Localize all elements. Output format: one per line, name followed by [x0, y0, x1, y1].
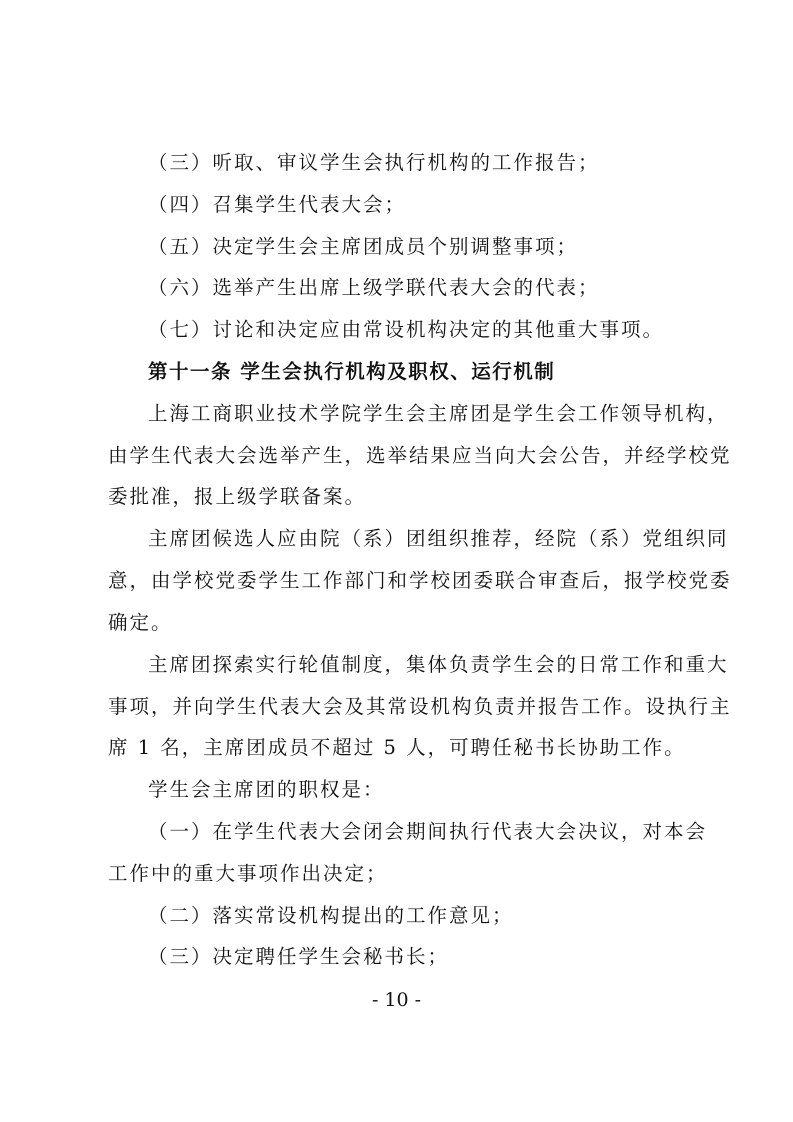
clause-item-7: （七）讨论和决定应由常设机构决定的其他重大事项。	[148, 318, 665, 341]
power-item-1: （一）在学生代表大会闭会期间执行代表大会决议，对本会	[148, 820, 708, 843]
paragraph-line: 学生会主席团的职权是：	[148, 778, 385, 801]
page-number: - 10 -	[371, 989, 422, 1011]
power-item-2: （二）落实常设机构提出的工作意见；	[148, 904, 514, 927]
clause-item-4: （四）召集学生代表大会；	[148, 193, 407, 216]
clause-item-5: （五）决定学生会主席团成员个别调整事项；	[148, 235, 579, 258]
power-item-3: （三）决定聘任学生会秘书长；	[148, 945, 450, 968]
paragraph-line: 意，由学校党委学生工作部门和学校团委联合审查后，报学校党委	[108, 569, 732, 592]
power-item-1-continued: 工作中的重大事项作出决定；	[108, 862, 388, 885]
clause-item-6: （六）选举产生出席上级学联代表大会的代表；	[148, 276, 600, 299]
paragraph-line: 由学生代表大会选举产生，选举结果应当向大会公告，并经学校党	[108, 444, 732, 467]
paragraph-line: 主席团候选人应由院（系）团组织推荐，经院（系）党组织同	[148, 527, 729, 550]
paragraph-line: 事项，并向学生代表大会及其常设机构负责并报告工作。设执行主	[108, 695, 732, 718]
paragraph-line: 上海工商职业技术学院学生会主席团是学生会工作领导机构，	[148, 402, 729, 425]
paragraph-line: 委批准，报上级学联备案。	[108, 485, 367, 508]
paragraph-line: 确定。	[108, 611, 173, 634]
paragraph-line: 席 1 名，主席团成员不超过 5 人，可聘任秘书长协助工作。	[108, 736, 686, 759]
clause-item-3: （三）听取、审议学生会执行机构的工作报告；	[148, 151, 600, 174]
paragraph-line: 主席团探索实行轮值制度，集体负责学生会的日常工作和重大	[148, 653, 729, 676]
article-heading: 第十一条 学生会执行机构及职权、运行机制	[148, 360, 556, 383]
